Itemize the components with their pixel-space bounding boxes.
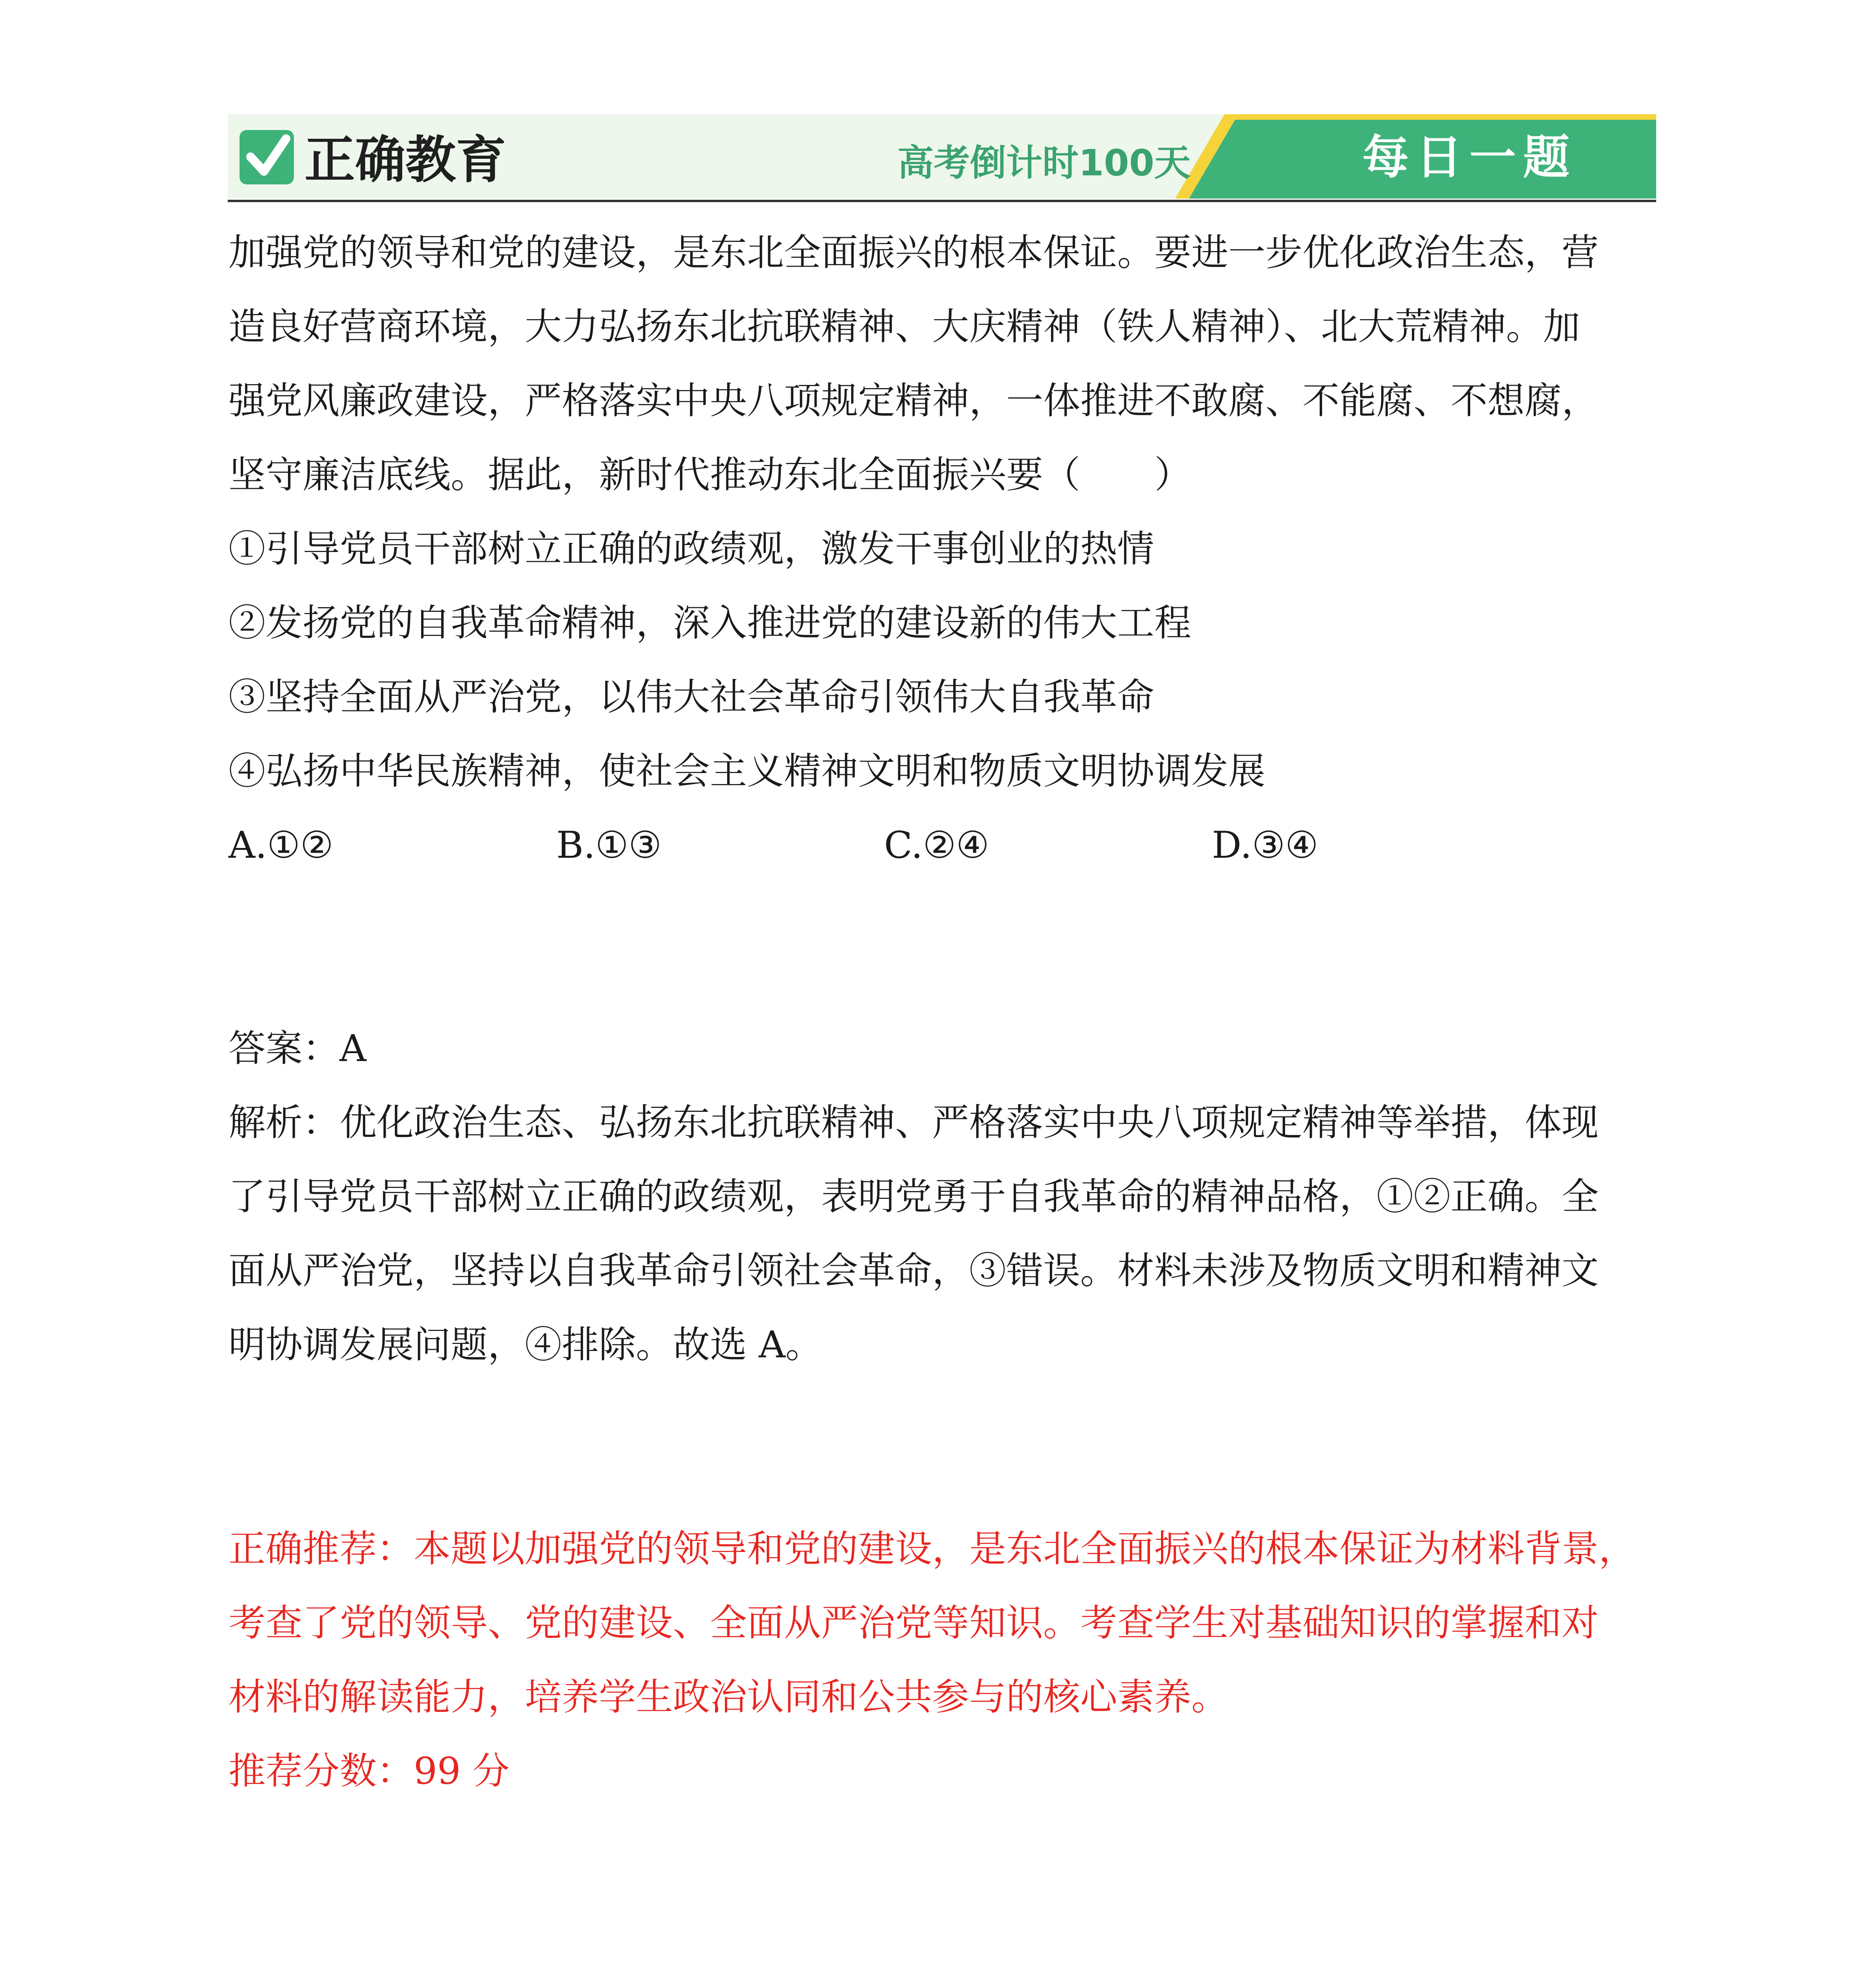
recommendation-line: 正确推荐：本题以加强党的领导和党的建设，是东北全面振兴的根本保证为材料背景，	[228, 1528, 1636, 1570]
answer-line: 答案：A	[228, 1027, 366, 1070]
analysis-line: 了引导党员干部树立正确的政绩观，表明党勇于自我革命的精神品格，①②正确。全	[228, 1175, 1599, 1218]
option-d: D.③④	[1212, 824, 1319, 867]
analysis-line: 解析：优化政治生态、弘扬东北抗联精神、严格落实中央八项规定精神等举措，体现	[228, 1101, 1599, 1144]
header-banner	[228, 114, 1656, 199]
option-a: A.①②	[228, 824, 334, 867]
statement-2: ②发扬党的自我革命精神，深入推进党的建设新的伟大工程	[228, 602, 1192, 645]
recommendation-line: 材料的解读能力，培养学生政治认同和公共参与的核心素养。	[228, 1676, 1229, 1719]
recommendation-score: 推荐分数：99 分	[228, 1750, 510, 1793]
countdown-text: 高考倒计时100天	[897, 142, 1191, 184]
question-stem	[228, 216, 1670, 883]
statement-1: ①引导党员干部树立正确的政绩观，激发干事创业的热情	[228, 528, 1155, 571]
analysis-line: 面从严治党，坚持以自我革命引领社会革命，③错误。材料未涉及物质文明和精神文	[228, 1249, 1599, 1292]
recommendation-line: 考查了党的领导、党的建设、全面从严治党等知识。考查学生对基础知识的掌握和对	[228, 1602, 1599, 1645]
header-rule	[228, 200, 1656, 202]
option-c: C.②④	[884, 824, 989, 867]
stem-line: 造良好营商环境，大力弘扬东北抗联精神、大庆精神（铁人精神）、北大荒精神。加	[228, 305, 1581, 348]
statement-3: ③坚持全面从严治党，以伟大社会革命引领伟大自我革命	[228, 676, 1155, 719]
stem-line: 强党风廉政建设，严格落实中央八项规定精神，一体推进不敢腐、不能腐、不想腐，	[228, 379, 1599, 422]
analysis-line: 明协调发展问题，④排除。故选 A。	[228, 1323, 823, 1366]
stem-line: 坚守廉洁底线。据此，新时代推动东北全面振兴要（ ）	[228, 453, 1192, 496]
daily-question-tag: 每日一题	[1362, 130, 1577, 184]
check-logo-icon	[240, 130, 294, 184]
brand-name: 正确教育	[305, 131, 507, 190]
answer-section	[228, 1012, 1670, 1382]
answer-options	[228, 808, 1670, 883]
option-b: B.①③	[556, 824, 662, 867]
recommendation-section	[228, 1512, 1670, 1808]
statement-4: ④弘扬中华民族精神，使社会主义精神文明和物质文明协调发展	[228, 750, 1266, 793]
stem-line: 加强党的领导和党的建设，是东北全面振兴的根本保证。要进一步优化政治生态，营	[228, 231, 1599, 274]
